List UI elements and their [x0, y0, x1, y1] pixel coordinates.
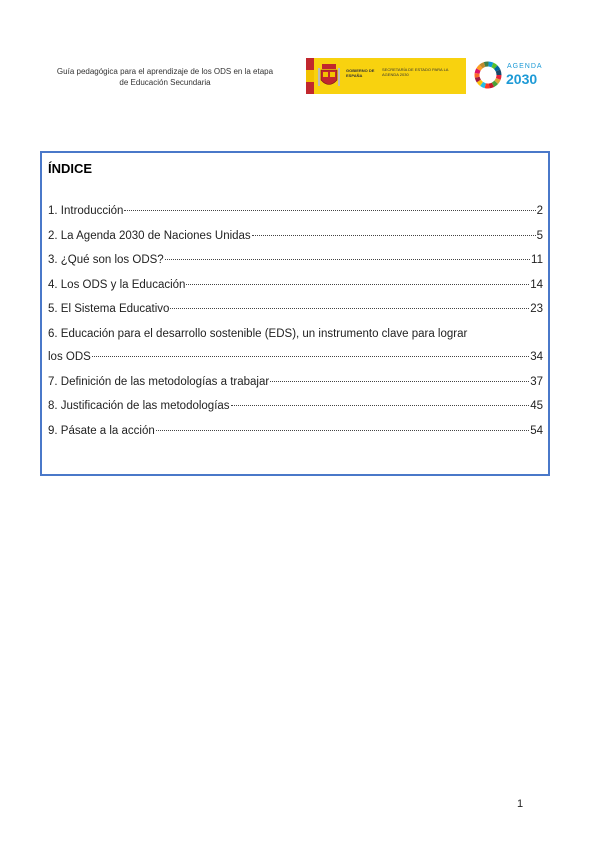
toc-entry-page: 14: [530, 278, 543, 291]
header-title-line2: de Educación Secundaria: [119, 78, 211, 87]
toc-leader-dots: [186, 284, 529, 285]
toc-entry-page: 37: [530, 375, 543, 388]
table-of-contents: [40, 151, 550, 476]
toc-entry-line2: [48, 349, 543, 365]
government-logo: [306, 58, 466, 94]
agenda-2030-logo: [474, 60, 564, 90]
toc-entries: [48, 203, 543, 447]
toc-leader-dots: [124, 210, 535, 211]
toc-entry-label-line1: 6. Educación para el desarrollo sostenible (EDS), un instrumento clave para lograr: [48, 327, 468, 340]
document-header-title: [40, 66, 290, 88]
coat-of-arms-icon: [318, 62, 340, 90]
toc-leader-dots: [165, 259, 530, 260]
toc-entry-justificacion[interactable]: [48, 398, 543, 423]
toc-entry-page: 11: [531, 254, 543, 266]
toc-leader-dots: [270, 381, 529, 382]
toc-leader-dots: [92, 356, 529, 357]
page-number: 1: [517, 798, 524, 810]
toc-leader-dots: [231, 405, 530, 406]
toc-leader-dots: [252, 235, 536, 236]
toc-entry-page: 2: [536, 205, 543, 217]
toc-entry-label: 1. Introducción: [48, 205, 124, 217]
agenda-word: AGENDA: [507, 63, 543, 70]
agenda-year: 2030: [506, 71, 538, 87]
toc-entry-metodologias[interactable]: [48, 374, 543, 399]
toc-entry-sistema-educativo[interactable]: [48, 301, 543, 326]
toc-entry-page: 34: [530, 350, 543, 363]
toc-entry-label: 9. Pásate a la acción: [48, 424, 155, 437]
secretariat-label: SECRETARÍA DE ESTADO PARA LA AGENDA 2030: [382, 67, 449, 77]
toc-entry-label: 7. Definición de las metodologías a trabajar: [48, 375, 270, 388]
toc-leader-dots: [156, 430, 529, 431]
toc-entry-label: 5. El Sistema Educativo: [48, 303, 170, 315]
toc-entry-que-son-ods[interactable]: [48, 252, 543, 277]
toc-entry-label: 2. La Agenda 2030 de Naciones Unidas: [48, 229, 251, 242]
toc-entry-page: 54: [530, 424, 543, 437]
flag-stripe: [306, 58, 314, 94]
toc-title: ÍNDICE: [48, 161, 93, 176]
toc-entry-page: 23: [530, 303, 543, 315]
toc-entry-ods-educacion[interactable]: [48, 277, 543, 302]
toc-entry-label: 4. Los ODS y la Educación: [48, 278, 186, 291]
toc-leader-dots: [170, 308, 529, 309]
toc-entry-introduccion[interactable]: [48, 203, 543, 228]
ministry-label: GOBIERNO DE ESPAÑA: [346, 68, 375, 78]
toc-entry-page: 45: [530, 400, 543, 412]
toc-entry-label: 8. Justificación de las metodologías: [48, 400, 230, 412]
sdg-wheel-icon: [474, 61, 502, 89]
toc-entry-label-line2: los ODS: [48, 350, 91, 363]
toc-entry-label: 3. ¿Qué son los ODS?: [48, 254, 164, 266]
toc-entry-eds[interactable]: [48, 326, 543, 374]
toc-entry-pasate-accion[interactable]: [48, 423, 543, 448]
toc-entry-page: 5: [536, 229, 543, 242]
toc-entry-agenda-2030[interactable]: [48, 228, 543, 253]
header-title-line1: Guía pedagógica para el aprendizaje de los ODS en la etapa: [56, 67, 274, 76]
